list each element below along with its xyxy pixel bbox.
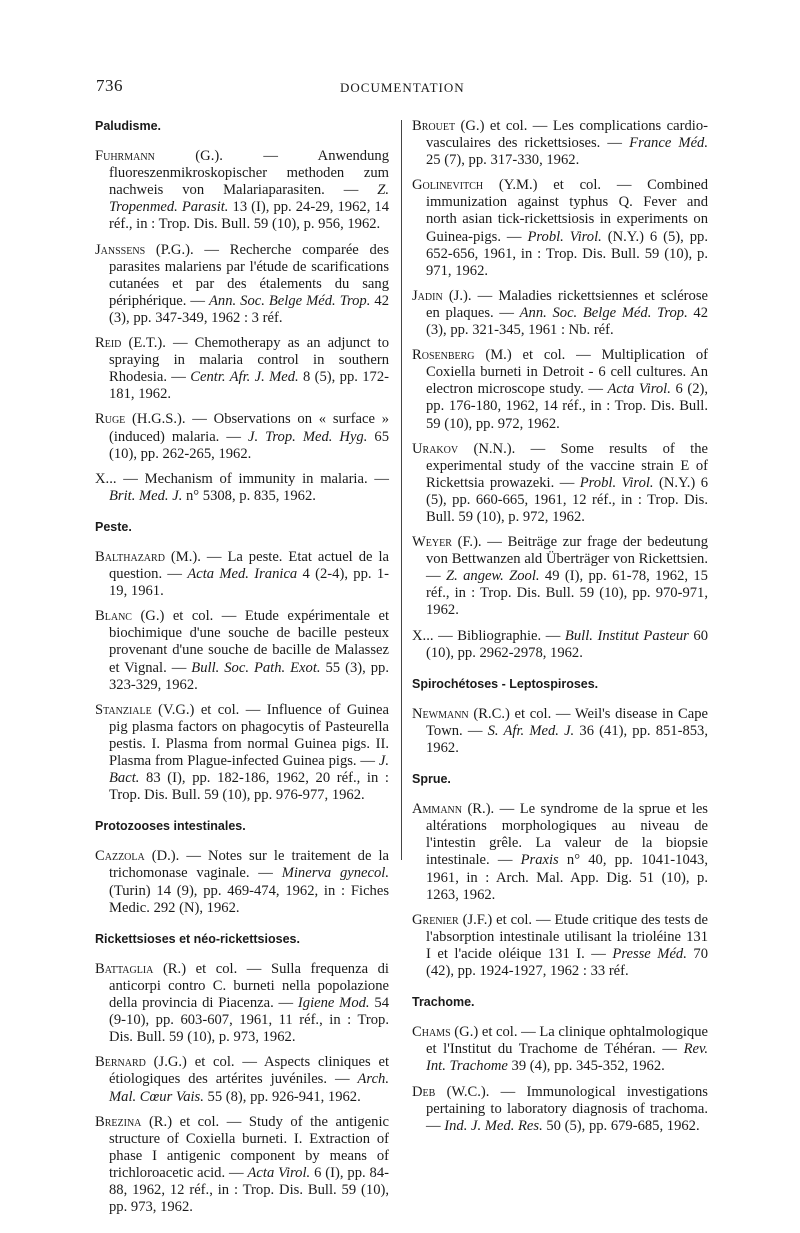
bibliography-entry (95, 471, 389, 505)
entry-text: (J.G.) et col. — Aspects cliniques et étiologiques des artérites juvéniles. — (109, 1054, 389, 1088)
entry-tail: 49 (I), pp. 61-78, 1962, 15 réf., in : Trop. Dis. Bull. 59 (10), pp. 970-971, 1962. (426, 568, 708, 619)
bibliography-entry (95, 1054, 389, 1105)
bibliography-entry (412, 347, 708, 432)
entry-text: (G.) et col. — Les complications cardio-vasculaires des rickettsioses. — (426, 118, 708, 152)
entry-text: (G.) et col. — Etude expérimentale et biochimique d'une souche de bacille pesteux provenant d'une souche de bacille de Malassez et Vignal. — (109, 608, 389, 676)
entry-author: Golinevitch (412, 177, 484, 194)
entry-author: Blanc (95, 608, 132, 625)
entry-text: (J.). — Maladies rickettsiennes et sclérose en plaques. — (426, 287, 708, 321)
entry-author: Brouet (412, 118, 456, 134)
entry-text: (G.). — Anwendung fluoreszenmikroskopischer methoden zum nachweis von Malariaparasiten. — (109, 148, 389, 199)
section-heading: Paludisme. (95, 119, 161, 133)
entry-author: Jadin (412, 287, 443, 304)
entry-author: Newmann (412, 705, 469, 722)
entry-journal: Praxis (520, 852, 559, 869)
entry-text: — Bibliographie. — (433, 627, 565, 644)
entry-tail: 65 (10), pp. 262-265, 1962. (109, 428, 390, 462)
right-column (412, 118, 708, 1143)
entry-text: (E.T.). — Chemotherapy as an adjunct to spraying in malaria control in southern Rhodesia. — (109, 335, 389, 386)
entry-tail: 4 (2-4), pp. 1-19, 1961. (109, 566, 389, 600)
entry-tail: (Turin) 14 (9), pp. 469-474, 1962, in : Fiches Medic. 292 (N), 1962. (109, 882, 389, 916)
entry-tail: 42 (3), pp. 321-345, 1961 : Nb. réf. (426, 304, 708, 339)
entry-text: (R.). — Le syndrome de la sprue et les altérations morphologiques au niveau de l'intestin grêle. La valeur de la biopsie intestinale. — (426, 801, 708, 869)
entry-author: Urakov (412, 440, 459, 457)
entry-tail: 13 (I), pp. 24-29, 1962, 14 réf., in : Trop. Dis. Bull. 59 (10), p. 956, 1962. (109, 199, 389, 233)
entry-journal: Ind. J. Med. Res. (444, 1117, 543, 1134)
entry-text: (R.) et col. — Sulla frequenza di anticorpi contro C. burneti nella popolazione della provincia di Piacenza. — (109, 960, 389, 1012)
section-heading: Protozooses intestinales. (95, 819, 246, 834)
bibliography-entry (412, 534, 708, 619)
entry-author: X... (95, 470, 117, 487)
bibliography-entry (95, 961, 389, 1046)
bibliography-entry (95, 1114, 389, 1217)
entry-journal: Centr. Afr. J. Med. (190, 369, 299, 386)
entry-journal: Minerva gynecol. (281, 865, 389, 882)
bibliography-entry (412, 1084, 708, 1135)
entry-journal: Ann. Soc. Belge Méd. Trop. (519, 304, 688, 321)
running-title: DOCUMENTATION (340, 80, 465, 95)
bibliography-entry (412, 118, 708, 169)
entry-tail: 83 (I), pp. 182-186, 1962, 20 réf., in : Trop. Dis. Bull. 59 (10), pp. 976-977, 1962. (109, 770, 389, 804)
entry-journal: Igiene Mod. (297, 995, 370, 1012)
entry-journal: Z. Tropenmed. Parasit. (109, 182, 389, 216)
entry-tail: 60 (10), pp. 2962-2978, 1962. (426, 627, 708, 661)
bibliography-entry (412, 706, 708, 757)
entry-journal: J. Bact. (109, 753, 389, 787)
bibliography-entry (412, 628, 708, 662)
entry-author: Battaglia (95, 960, 154, 977)
entry-journal: Presse Méd. (612, 945, 687, 962)
entry-tail: 25 (7), pp. 317-330, 1962. (426, 152, 580, 169)
entry-author: Cazzola (95, 848, 145, 865)
entry-text: (Y.M.) et col. — Combined immunization against typhus Q. Fever and north asian tick-rickettsiosis in experiments on Guinea-pigs. — (426, 177, 708, 245)
bibliography-entry (95, 608, 389, 693)
entry-text: (J.F.) et col. — Etude critique des tests de l'absorption intestinale utilisant la trioléine 131 I et l'acide oléique 131 I. — (426, 911, 708, 962)
column-divider (401, 120, 402, 860)
entry-author: Brezina (95, 1113, 142, 1130)
entry-author: Ammann (412, 801, 462, 818)
left-column (95, 118, 389, 1224)
bibliography-entry (95, 549, 389, 600)
entry-tail: 50 (5), pp. 679-685, 1962. (542, 1117, 700, 1134)
entry-journal: Brit. Med. J. (109, 487, 183, 504)
entry-author: Bernard (95, 1054, 146, 1071)
entry-journal: Probl. Virol. (579, 474, 654, 491)
bibliography-entry (412, 912, 708, 980)
entry-author: Rosenberg (412, 347, 475, 364)
entry-tail: n° 5308, p. 835, 1962. (182, 487, 316, 504)
bibliography-entry (95, 335, 389, 403)
bibliography-entry (95, 702, 389, 805)
entry-author: Stanziale (95, 701, 152, 718)
entry-author: Deb (412, 1083, 436, 1100)
entry-author: Reid (95, 335, 122, 352)
bibliography-entry (95, 411, 389, 462)
entry-text: (N.N.). — Some results of the experimental study of the vaccine strain E of Rickettsia prowazeki. — (426, 440, 708, 491)
entry-journal: J. Trop. Med. Hyg. (247, 428, 368, 445)
entry-tail: (N.Y.) 6 (5), pp. 660-665, 1961, 12 réf., in : Trop. Dis. Bull. 59 (10), p. 972, 1962. (426, 474, 708, 525)
entry-text: (F.). — Beiträge zur frage der bedeutung von Bettwanzen ald Überträger von Rickettsien. — (426, 534, 708, 585)
entry-journal: France Méd. (629, 135, 708, 152)
bibliography-entry (412, 441, 708, 526)
section-heading: Spirochétoses - Leptospiroses. (412, 676, 599, 691)
entry-text: — Mechanism of immunity in malaria. — (116, 470, 389, 487)
entry-text: (D.). — Notes sur le traitement de la trichomonase vaginale. — (109, 848, 389, 882)
entry-text: (R.C.) et col. — Weil's disease in Cape Town. — (426, 705, 708, 739)
entry-tail: 39 (4), pp. 345-352, 1962. (507, 1058, 665, 1075)
entry-journal: Bull. Institut Pasteur (564, 627, 689, 644)
section-heading: Peste. (95, 519, 132, 534)
entry-tail: 55 (3), pp. 323-329, 1962. (109, 659, 389, 693)
entry-author: Balthazard (95, 548, 165, 565)
section-heading: Trachome. (412, 995, 475, 1010)
entry-journal: Arch. Mal. Cœur Vais. (109, 1071, 389, 1105)
bibliography-entry (412, 288, 708, 339)
entry-text: (M.) et col. — Multiplication of Coxiella burneti in Detroit - 6 cell cultures. An electron microscope study. — (426, 347, 708, 398)
entry-journal: Z. angew. Zool. (445, 568, 540, 585)
entry-journal: Bull. Soc. Path. Exot. (191, 659, 321, 676)
entry-text: (V.G.) et col. — Influence of Guinea pig plasma factors on phagocytis of Pasteurella pestis. I. Plasma from normal Guinea pigs. II. Plasma from Plague-infected Guinea pigs. — (109, 701, 389, 769)
entry-journal: Acta Virol. (607, 381, 671, 398)
bibliography-entry (412, 1024, 708, 1075)
entry-text: (W.C.). — Immunological investigations pertaining to laboratory diagnosis of trachoma. — (426, 1083, 708, 1134)
entry-text: (R.) et col. — Study of the antigenic structure of Coxiella burneti. I. Extraction of phase I antigenic component by means of trichloroacetic acid. — (109, 1113, 389, 1181)
entry-tail: 6 (2), pp. 176-180, 1962, 14 réf., in : Trop. Dis. Bull. 59 (10), pp. 972, 1962. (426, 381, 708, 432)
entry-text: (H.G.S.). — Observations on « surface » (induced) malaria. — (109, 411, 389, 445)
bibliography-entry (95, 848, 389, 916)
bibliography-entry (412, 801, 708, 904)
entry-author: Fuhrmann (95, 148, 155, 165)
entry-author: Grenier (412, 911, 459, 928)
entry-author: Janssens (95, 241, 146, 258)
entry-journal: Acta Med. Iranica (187, 566, 298, 583)
entry-text: (P.G.). — Recherche comparée des parasites malariens par l'étude de scarifications cutanées et par des étalements du sang périphérique. — (109, 241, 389, 309)
entry-author: Weyer (412, 534, 452, 551)
entry-tail: 70 (42), pp. 1924-1927, 1962 : 33 réf. (426, 945, 708, 980)
bibliography-entry (95, 242, 389, 327)
bibliography-entry (412, 177, 708, 280)
page-number: 736 (96, 76, 123, 95)
section-heading: Sprue. (412, 772, 451, 787)
entry-tail: 36 (41), pp. 851-853, 1962. (426, 722, 708, 756)
entry-author: Ruge (95, 411, 126, 428)
entry-tail: 54 (9-10), pp. 603-607, 1961, 11 réf., in : Trop. Dis. Bull. 59 (10), p. 973, 1962. (109, 995, 389, 1046)
entry-tail: (N.Y.) 6 (5), pp. 652-656, 1961, in : Trop. Dis. Bull. 59 (10), p. 971, 1962. (426, 228, 708, 279)
entry-tail: 8 (5), pp. 172-181, 1962. (109, 369, 389, 403)
entry-text: (M.). — La peste. Etat actuel de la question. — (109, 548, 389, 583)
entry-journal: Rev. Int. Trachome (426, 1041, 708, 1075)
entry-tail: n° 40, pp. 1041-1043, 1961, in : Arch. Mal. App. Dig. 51 (10), p. 1263, 1962. (426, 852, 708, 903)
entry-tail: 42 (3), pp. 347-349, 1962 : 3 réf. (109, 292, 389, 326)
entry-journal: Ann. Soc. Belge Méd. Trop. (209, 292, 371, 309)
entry-journal: Acta Virol. (247, 1164, 311, 1181)
entry-author: Chams (412, 1024, 451, 1041)
entry-text: (G.) et col. — La clinique ophtalmologique et l'Institut du Trachome de Téhéran. — (426, 1024, 708, 1058)
entry-tail: 6 (I), pp. 84-88, 1962, 12 réf., in : Trop. Dis. Bull. 59 (10), pp. 973, 1962. (109, 1164, 389, 1216)
entry-journal: S. Afr. Med. J. (487, 722, 575, 739)
section-heading: Rickettsioses et néo-rickettsioses. (95, 931, 300, 946)
entry-journal: Probl. Virol. (527, 228, 602, 245)
bibliography-entry (95, 148, 389, 233)
entry-tail: 55 (8), pp. 926-941, 1962. (203, 1088, 361, 1105)
entry-author: X... (412, 627, 434, 644)
